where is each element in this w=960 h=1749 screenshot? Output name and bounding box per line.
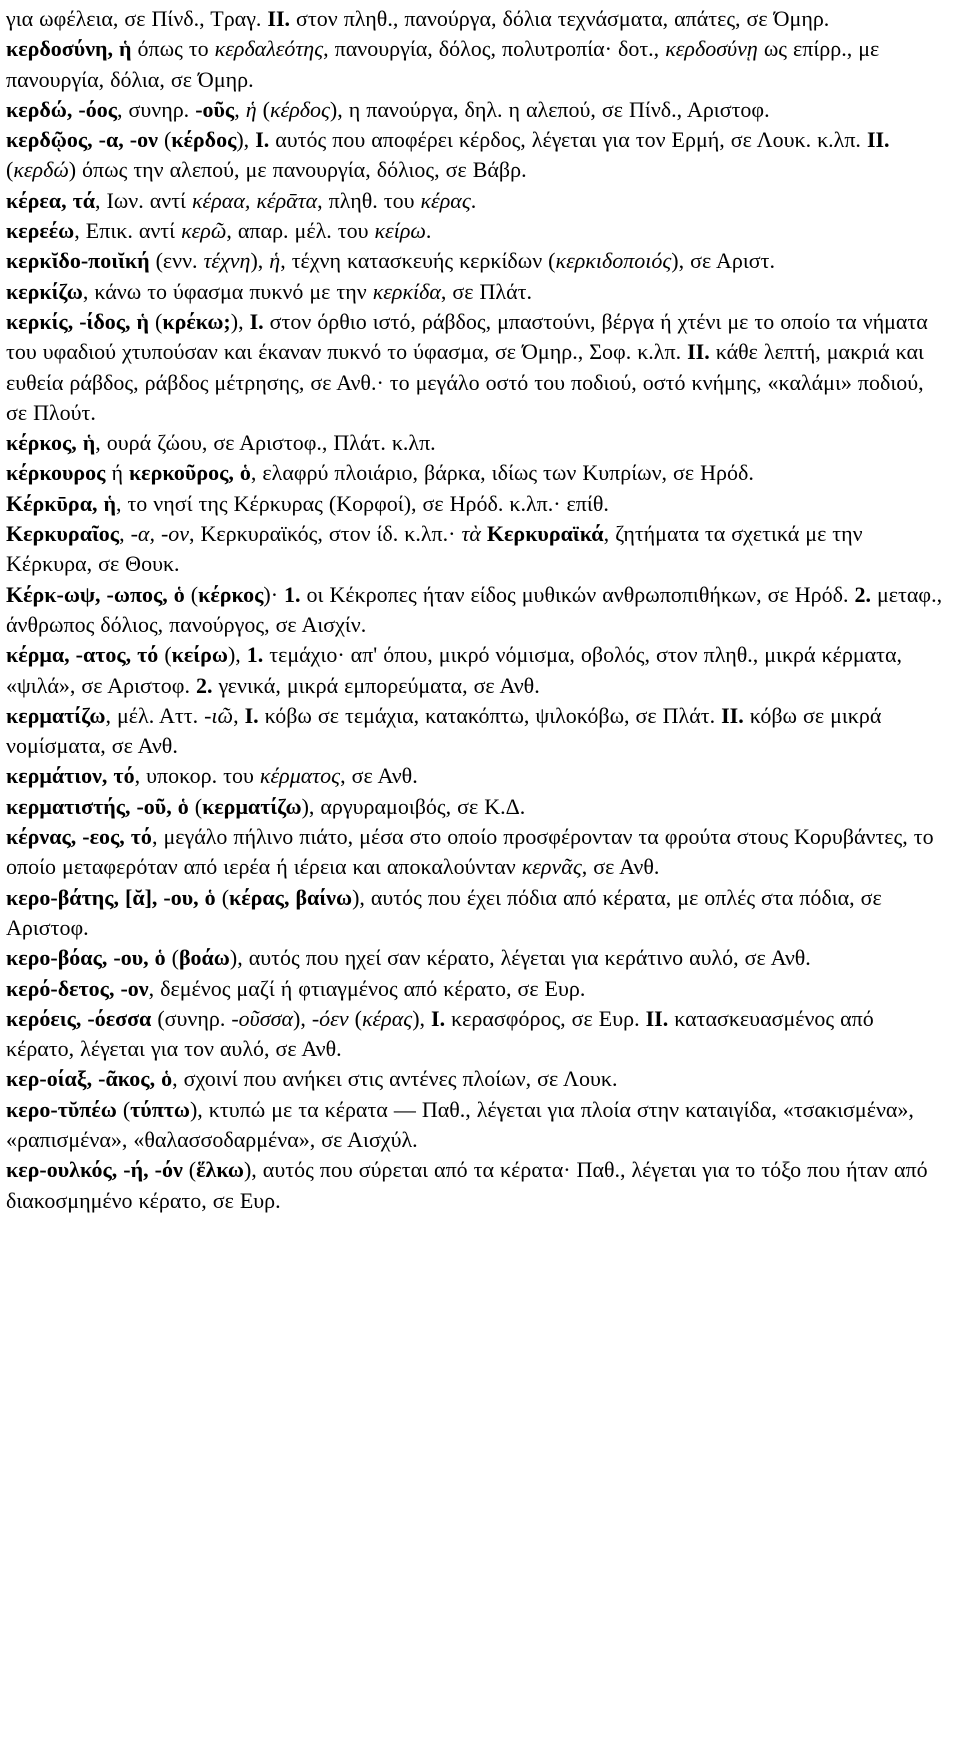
dictionary-entry — [6, 822, 946, 883]
entry-bold-text: κερδοσύνη, ἡ — [6, 36, 132, 62]
dictionary-entry — [6, 640, 946, 701]
entry-bold-text: κερ-ουλκός, -ή, -όν — [6, 1157, 183, 1183]
dictionary-entry — [6, 307, 946, 428]
entry-text: ), — [293, 1005, 312, 1031]
dictionary-entry — [6, 216, 946, 246]
entry-bold-text: κερκῐδο-ποιῐκή — [6, 248, 150, 274]
entry-text: ( — [158, 642, 172, 668]
entry-italic-text: κερδοσύνῃ — [665, 36, 758, 62]
entry-text: ), — [230, 308, 250, 334]
entry-bold-text: I. — [255, 127, 270, 153]
entry-italic-text: κερδώ — [13, 157, 69, 183]
entry-italic-text: κέρας — [420, 187, 471, 213]
entry-text: (ενν. — [149, 248, 204, 274]
entry-bold-text: κέρας, βαίνω — [229, 884, 353, 910]
entry-text: ( — [215, 884, 230, 910]
entry-bold-text: 2. — [854, 581, 872, 607]
entry-italic-text: κέραα, κέρᾱτα — [191, 187, 318, 213]
entry-italic-text: κερδαλεότης — [214, 36, 324, 62]
entry-bold-text: κέρνας, -εος, τό — [6, 824, 152, 850]
entry-text: ( — [165, 945, 179, 971]
entry-text: ), — [412, 1005, 432, 1031]
entry-bold-text: I. — [431, 1005, 446, 1031]
entry-text: ), — [236, 127, 256, 153]
dictionary-entry — [6, 701, 946, 762]
entry-bold-text: κέρμα, -ατος, τό — [6, 642, 159, 668]
entry-bold-text: κερ-οίαξ, -ᾶκος, ὁ — [6, 1066, 173, 1092]
entry-bold-text: κρέκω; — [162, 308, 231, 334]
entry-text: ), κτυπώ με τα κέρατα — Παθ., λέγεται για πλοία στην καταιγίδα, «τσακισμένα», «ραπισμένα», «θαλασσοδαρμένα», σε Αισχύλ. — [6, 1096, 914, 1152]
entry-text: στον πληθ., πανούργα, δόλια τεχνάσματα, απάτες, σε Όμηρ. — [290, 6, 830, 31]
entry-italic-text: κείρω — [374, 218, 426, 244]
entry-text: . — [425, 218, 432, 244]
dictionary-entry — [6, 277, 946, 307]
entry-text: , απαρ. μέλ. του — [226, 218, 375, 244]
entry-bold-text: κερδῷος, -α, -ον — [6, 127, 158, 153]
entry-bold-text: κέρκος — [198, 581, 264, 607]
entry-bold-text: II. — [267, 6, 291, 31]
entry-bold-text: Κερκυραϊκά — [486, 521, 604, 547]
entry-text: , ελαφρύ πλοιάριο, βάρκα, ιδίως των Κυπρίων, σε Ηρόδ. — [250, 460, 754, 486]
entry-text: ), — [250, 248, 270, 274]
dictionary-entry — [6, 1064, 946, 1094]
entry-bold-text: κερκίς, -ίδος, ἡ — [6, 308, 150, 334]
dictionary-entry — [6, 580, 946, 641]
entry-text: )· — [263, 581, 285, 607]
entry-bold-text: κερεέω — [6, 218, 75, 244]
entry-bold-text: κέρκος, ἡ — [6, 430, 96, 456]
entry-text: ), αυτός που ηχεί σαν κέρατο, λέγεται για κεράτινο αυλό, σε Ανθ. — [229, 945, 811, 971]
entry-text: ( — [256, 96, 270, 122]
entry-text: , τέχνη κατασκευής κερκίδων ( — [280, 248, 556, 274]
entry-text: κερασφόρος, σε Ευρ. — [445, 1005, 646, 1031]
dictionary-entry — [6, 489, 946, 519]
entry-bold-text: ἕλκω — [196, 1157, 244, 1183]
entry-text: , μεγάλο πήλινο πιάτο, μέσα στο οποίο προσφέρονταν τα φρούτα στους Κορυβάντες, το οποίο μεταφερόταν από ιερέα ή ιέρεια και αποκαλούνταν — [6, 824, 934, 880]
entry-bold-text: I. — [249, 308, 264, 334]
entry-text: , σε Ανθ. — [340, 763, 418, 789]
entry-bold-text: τύπτω — [130, 1096, 190, 1122]
dictionary-entry — [6, 4, 946, 34]
entry-text: , πανουργία, δόλος, πολυτροπία· δοτ., — [323, 36, 666, 62]
entry-text: για ωφέλεια, σε Πίνδ., Τραγ. — [6, 6, 268, 31]
dictionary-entry — [6, 428, 946, 458]
dictionary-entry — [6, 458, 946, 488]
entry-text: ή — [105, 460, 129, 486]
entry-text: , — [234, 96, 246, 122]
entry-text: (συνηρ. — [151, 1005, 232, 1031]
entry-italic-text: κέρματος — [259, 763, 341, 789]
dictionary-entry — [6, 95, 946, 125]
dictionary-entry — [6, 34, 946, 95]
entry-text: ), — [227, 642, 247, 668]
dictionary-entry — [6, 974, 946, 1004]
entry-text: , Ιων. αντί — [94, 187, 192, 213]
entry-text: , πληθ. του — [317, 187, 421, 213]
entry-text: ) όπως την αλεπού, με πανουργία, δόλιος, σε Βάβρ. — [68, 157, 527, 183]
entry-text: μεταφ., άνθρωπος δόλιος, πανούργος, σε Αισχίν. — [6, 581, 943, 637]
entry-italic-text: κερνᾶς — [521, 854, 582, 880]
entry-text: τεμάχιο· απ' όπου, μικρό νόμισμα, οβολός, στον πληθ., μικρά κέρματα, «ψιλά», σε Αριστοφ. — [6, 642, 903, 698]
entry-italic-text: τὰ — [461, 521, 481, 547]
entry-bold-text: II. — [866, 127, 890, 153]
entry-bold-text: κείρω — [171, 642, 228, 668]
entry-bold-text: II. — [721, 702, 744, 728]
entry-bold-text: 2. — [195, 672, 213, 698]
entry-text: , σε Ανθ. — [581, 854, 660, 880]
entry-text: ( — [116, 1096, 131, 1122]
entry-bold-text: κερό-δετος, -ον — [6, 975, 149, 1001]
entry-bold-text: βοάω — [178, 945, 230, 971]
dictionary-entry — [6, 186, 946, 216]
dictionary-entry — [6, 1004, 946, 1065]
dictionary-entry — [6, 519, 946, 580]
entry-bold-text: κέρδος — [171, 127, 237, 153]
entry-bold-text: II. — [687, 339, 710, 365]
entry-text: γενικά, μικρά εμπορεύματα, σε Ανθ. — [212, 672, 540, 698]
entry-bold-text: -οῦς — [195, 96, 235, 122]
entry-bold-text: 1. — [246, 642, 264, 668]
entry-text: , κάνω το ύφασμα πυκνό με την — [82, 278, 373, 304]
entry-text: , συνηρ. — [117, 96, 196, 122]
entry-text: , — [233, 702, 245, 728]
entry-bold-text: κερματίζω — [6, 702, 106, 728]
entry-italic-text: κερκίδα — [372, 278, 441, 304]
entry-bold-text: κερματιστής, -οῦ, ὁ — [6, 793, 189, 819]
entry-text: ( — [184, 581, 199, 607]
entry-text: ), αυτός που έχει πόδια από κέρατα, με οπλές στα πόδια, σε Αριστοφ. — [6, 884, 882, 940]
entry-text: όπως το — [131, 36, 215, 62]
entry-text: κάθε λεπτή, μακριά και ευθεία ράβδος, ράβδος μέτρησης, σε Ανθ.· το μεγάλο οστό του ποδιού, οστό κνήμης, «καλάμι» ποδιού, σε Πλούτ. — [6, 339, 924, 425]
entry-italic-text: ἡ — [245, 96, 257, 122]
entry-text: , ουρά ζώου, σε Αριστοφ., Πλάτ. κ.λπ. — [95, 430, 436, 456]
entry-text: ως επίρρ., με πανουργία, δόλια, σε Όμηρ. — [6, 36, 880, 92]
entry-text: , Κερκυραϊκός, στον ίδ. κ.λπ.· — [189, 521, 462, 547]
dictionary-entry — [6, 761, 946, 791]
entry-text: ( — [149, 308, 163, 334]
entry-text: , ζητήματα τα σχετικά με την Κέρκυρα, σε Θουκ. — [6, 521, 863, 577]
entry-text: , μέλ. Αττ. — [105, 702, 205, 728]
entry-bold-text: Κέρκ-ωψ, -ωπος, ὁ — [6, 581, 185, 607]
entry-text: κόβω σε τεμάχια, κατακόπτω, ψιλοκόβω, σε Πλάτ. — [258, 702, 722, 728]
dictionary-entry — [6, 125, 946, 186]
entry-text: . — [470, 187, 477, 213]
entry-bold-text: κερματίζω — [202, 793, 302, 819]
entry-italic-text: κέρας — [361, 1005, 413, 1031]
entry-text: , δεμένος μαζί ή φτιαγμένος από κέρατο, σε Ευρ. — [148, 975, 586, 1001]
entry-bold-text: κερο-βόας, -ου, ὁ — [6, 945, 166, 971]
entry-bold-text: κερκοῦρος, ὁ — [128, 460, 251, 486]
entry-text: ), η πανούργα, δηλ. η αλεπού, σε Πίνδ., Αριστοφ. — [329, 96, 770, 122]
dictionary-entry — [6, 246, 946, 276]
entry-italic-text: κερκιδοποιός — [555, 248, 672, 274]
entry-bold-text: κερκίζω — [6, 278, 83, 304]
entry-text: , το νησί της Κέρκυρας (Κορφοί), σε Ηρόδ. κ.λπ.· επίθ. — [115, 490, 609, 516]
entry-italic-text: -ιῶ — [204, 702, 234, 728]
entry-text: στον όρθιο ιστό, ράβδος, μπαστούνι, βέργα ή χτένι με το οποίο τα νήματα του υφαδιού χτυπούσαν και έκαναν πυκνό το ύφασμα, σε Όμηρ., Σοφ. κ.λπ. — [6, 308, 928, 365]
dictionary-entry — [6, 1155, 946, 1216]
entry-italic-text: -όεν — [311, 1005, 349, 1031]
entry-text: ( — [348, 1005, 362, 1031]
entry-text: κόβω σε μικρά νομίσματα, σε Ανθ. — [6, 702, 882, 759]
entry-text: ( — [182, 1157, 197, 1183]
entry-text: αυτός που αποφέρει κέρδος, λέγεται για τον Ερμή, σε Λουκ. κ.λπ. — [269, 127, 867, 153]
entry-text: ), αυτός που σύρεται από τα κέρατα· Παθ., λέγεται για το τόξο που ήταν από διακοσμημένο κέρατο, σε Ευρ. — [6, 1157, 928, 1213]
entry-italic-text: τέχνη — [203, 248, 251, 274]
entry-text: , — [119, 521, 131, 547]
dictionary-entry — [6, 943, 946, 973]
entry-text: ), αργυραμοιβός, σε Κ.Δ. — [301, 793, 526, 819]
entry-text: ( — [6, 157, 14, 183]
entry-italic-text: κερῶ — [181, 218, 227, 244]
entry-text: οι Κέκροπες ήταν είδος μυθικών ανθρωποπιθήκων, σε Ηρόδ. — [300, 581, 855, 607]
entry-bold-text: κέρεα, τά — [6, 187, 95, 213]
dictionary-entry — [6, 883, 946, 944]
entry-bold-text: κερμάτιον, τό — [6, 763, 135, 789]
entry-bold-text: Κέρκῡρα, ἡ — [6, 490, 116, 516]
entry-italic-text: ἡ — [269, 248, 281, 274]
entry-bold-text: I. — [244, 702, 259, 728]
entry-bold-text: κερδώ, -όος — [6, 96, 117, 122]
entry-text: , σχοινί που ανήκει στις αντένες πλοίων, σε Λουκ. — [172, 1066, 618, 1092]
entry-italic-text: κέρδος — [269, 96, 330, 122]
entry-italic-text: -α, -ον — [130, 521, 190, 547]
entry-bold-text: κερόεις, -όεσσα — [6, 1005, 152, 1031]
dictionary-entry — [6, 792, 946, 822]
entry-text: , σε Πλάτ. — [440, 278, 532, 304]
dictionary-entry — [6, 1095, 946, 1156]
entry-text: , υποκορ. του — [134, 763, 260, 789]
entry-bold-text: κέρκουρος — [6, 460, 106, 486]
entry-text: ( — [188, 793, 203, 819]
entry-text: ( — [157, 127, 172, 153]
entry-italic-text: -οῦσσα — [231, 1005, 294, 1031]
entry-bold-text: κερο-τῠπέω — [6, 1096, 117, 1122]
entry-bold-text: κερο-βάτης, [ᾰ], -ου, ὁ — [6, 884, 216, 910]
entry-text: , Επικ. αντί — [74, 218, 182, 244]
entry-bold-text: II. — [645, 1005, 669, 1031]
entry-text: ), σε Αριστ. — [671, 248, 775, 274]
entry-bold-text: Κερκυραῖος — [6, 521, 120, 547]
entry-bold-text: 1. — [284, 581, 301, 607]
entry-text: κατασκευασμένος από κέρατο, λέγεται για τον αυλό, σε Ανθ. — [6, 1005, 874, 1062]
